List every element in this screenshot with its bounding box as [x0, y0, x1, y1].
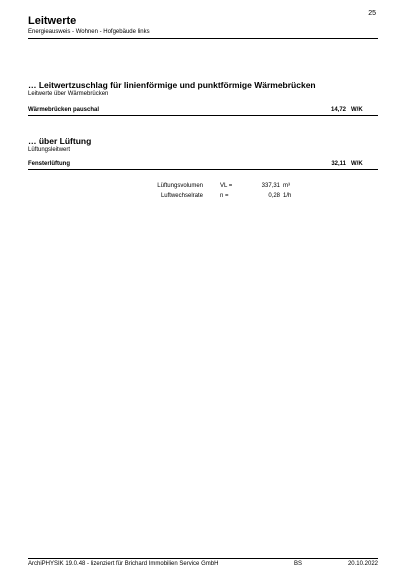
page-subtitle: Energieausweis - Wohnen - Hofgebäude links — [28, 29, 150, 35]
row-value: 32,11 — [331, 161, 346, 167]
param-symbol: VL = — [220, 183, 233, 189]
footer-date: 20.10.2022 — [347, 561, 378, 567]
row-unit: W/K — [351, 161, 363, 167]
page-footer — [28, 558, 378, 567]
row-unit: W/K — [351, 107, 363, 113]
section-title-ventilation: … über Lüftung — [28, 136, 92, 146]
footer-initials: BS — [294, 561, 303, 567]
param-label: Luftwechselrate — [160, 192, 203, 199]
row-thermal-bridges — [28, 106, 378, 116]
ventilation-parameters — [0, 182, 408, 201]
param-value: 0,28 — [268, 192, 280, 199]
param-label: Lüftungsvolumen — [157, 183, 203, 189]
section-title-thermal-bridges: … Leitwertzuschlag für linienförmige und punktförmige Wärmebrücken — [28, 80, 316, 90]
param-symbol: n = — [220, 192, 229, 199]
footer-software-license: ArchiPHYSIK 19.0.48 - lizenziert für Brichard Immobilien Service GmbH — [28, 561, 219, 567]
page-header — [28, 15, 378, 39]
param-unit: m³ — [283, 183, 290, 189]
row-window-ventilation — [28, 160, 378, 170]
row-value: 14,72 — [330, 107, 346, 113]
page-title: Leitwerte — [28, 15, 77, 27]
row-label: Wärmebrücken pauschal — [28, 107, 100, 113]
param-row-ventilation-volume — [0, 182, 408, 192]
page-number: 25 — [368, 10, 376, 17]
row-label: Fensterlüftung — [28, 161, 70, 167]
param-unit: 1/h — [283, 192, 292, 199]
section-subtitle-thermal-bridges: Leitwerte über Wärmebrücken — [28, 91, 109, 97]
param-row-air-change-rate — [0, 192, 408, 202]
section-subtitle-ventilation: Lüftungsleitwert — [28, 147, 71, 153]
param-value: 337,31 — [261, 183, 280, 189]
